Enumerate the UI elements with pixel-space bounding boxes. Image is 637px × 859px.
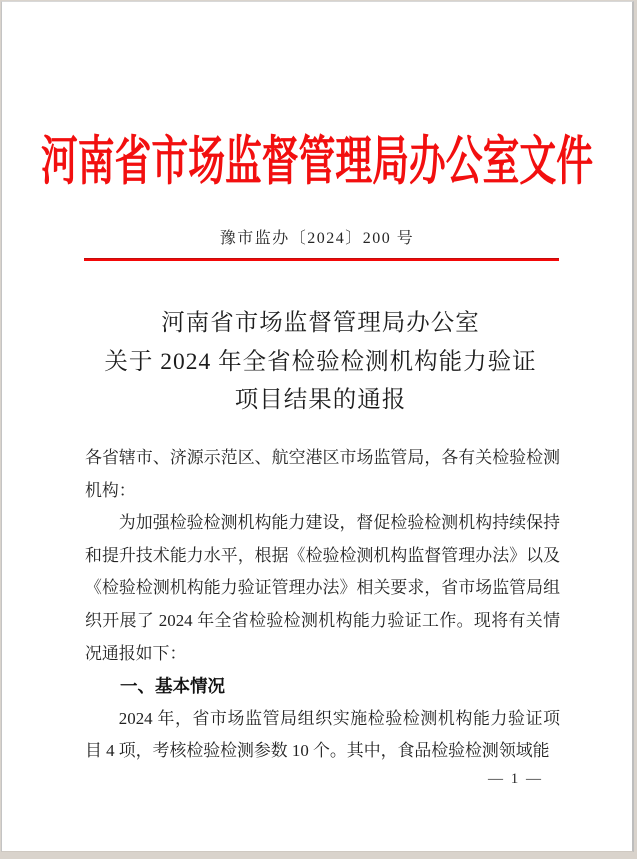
document-title-line-2: 关于 2024 年全省检验检测机构能力验证: [104, 348, 537, 375]
letterhead-banner: 河南省市场监督管理局办公室文件: [40, 131, 593, 192]
document-page: [1, 1, 634, 852]
intro-paragraph: 为加强检验检测机构能力建设，督促检验检测机构持续保持和提升技术能力水平，根据《检验检测机构监督管理办法》以及《检验检测机构能力验证管理办法》相关要求，省市场监管局组织开展了 2024 年全省检验检测机构能力验证工作。现将有关情况通报如下：: [85, 513, 560, 663]
document-title: [42, 304, 599, 420]
page-number: — 1 —: [488, 771, 543, 787]
section-1-heading: 一、基本情况: [120, 676, 225, 697]
section-1-paragraph: 2024 年，省市场监管局组织实施检验检测机构能力验证项目 4 项，考核检验检测参数 10 个。其中，食品检验检测领域能: [85, 708, 560, 761]
document-body: [85, 442, 560, 768]
document-title-line-1: 河南省市场监督管理局办公室: [161, 310, 480, 336]
document-title-line-3: 项目结果的通报: [234, 387, 407, 413]
salutation-line: 各省辖市、济源示范区、航空港区市场监管局，各有关检验检测机构：: [85, 448, 560, 500]
red-divider-rule: [84, 258, 559, 261]
document-reference-number: 豫市监办〔2024〕200 号: [219, 230, 415, 247]
